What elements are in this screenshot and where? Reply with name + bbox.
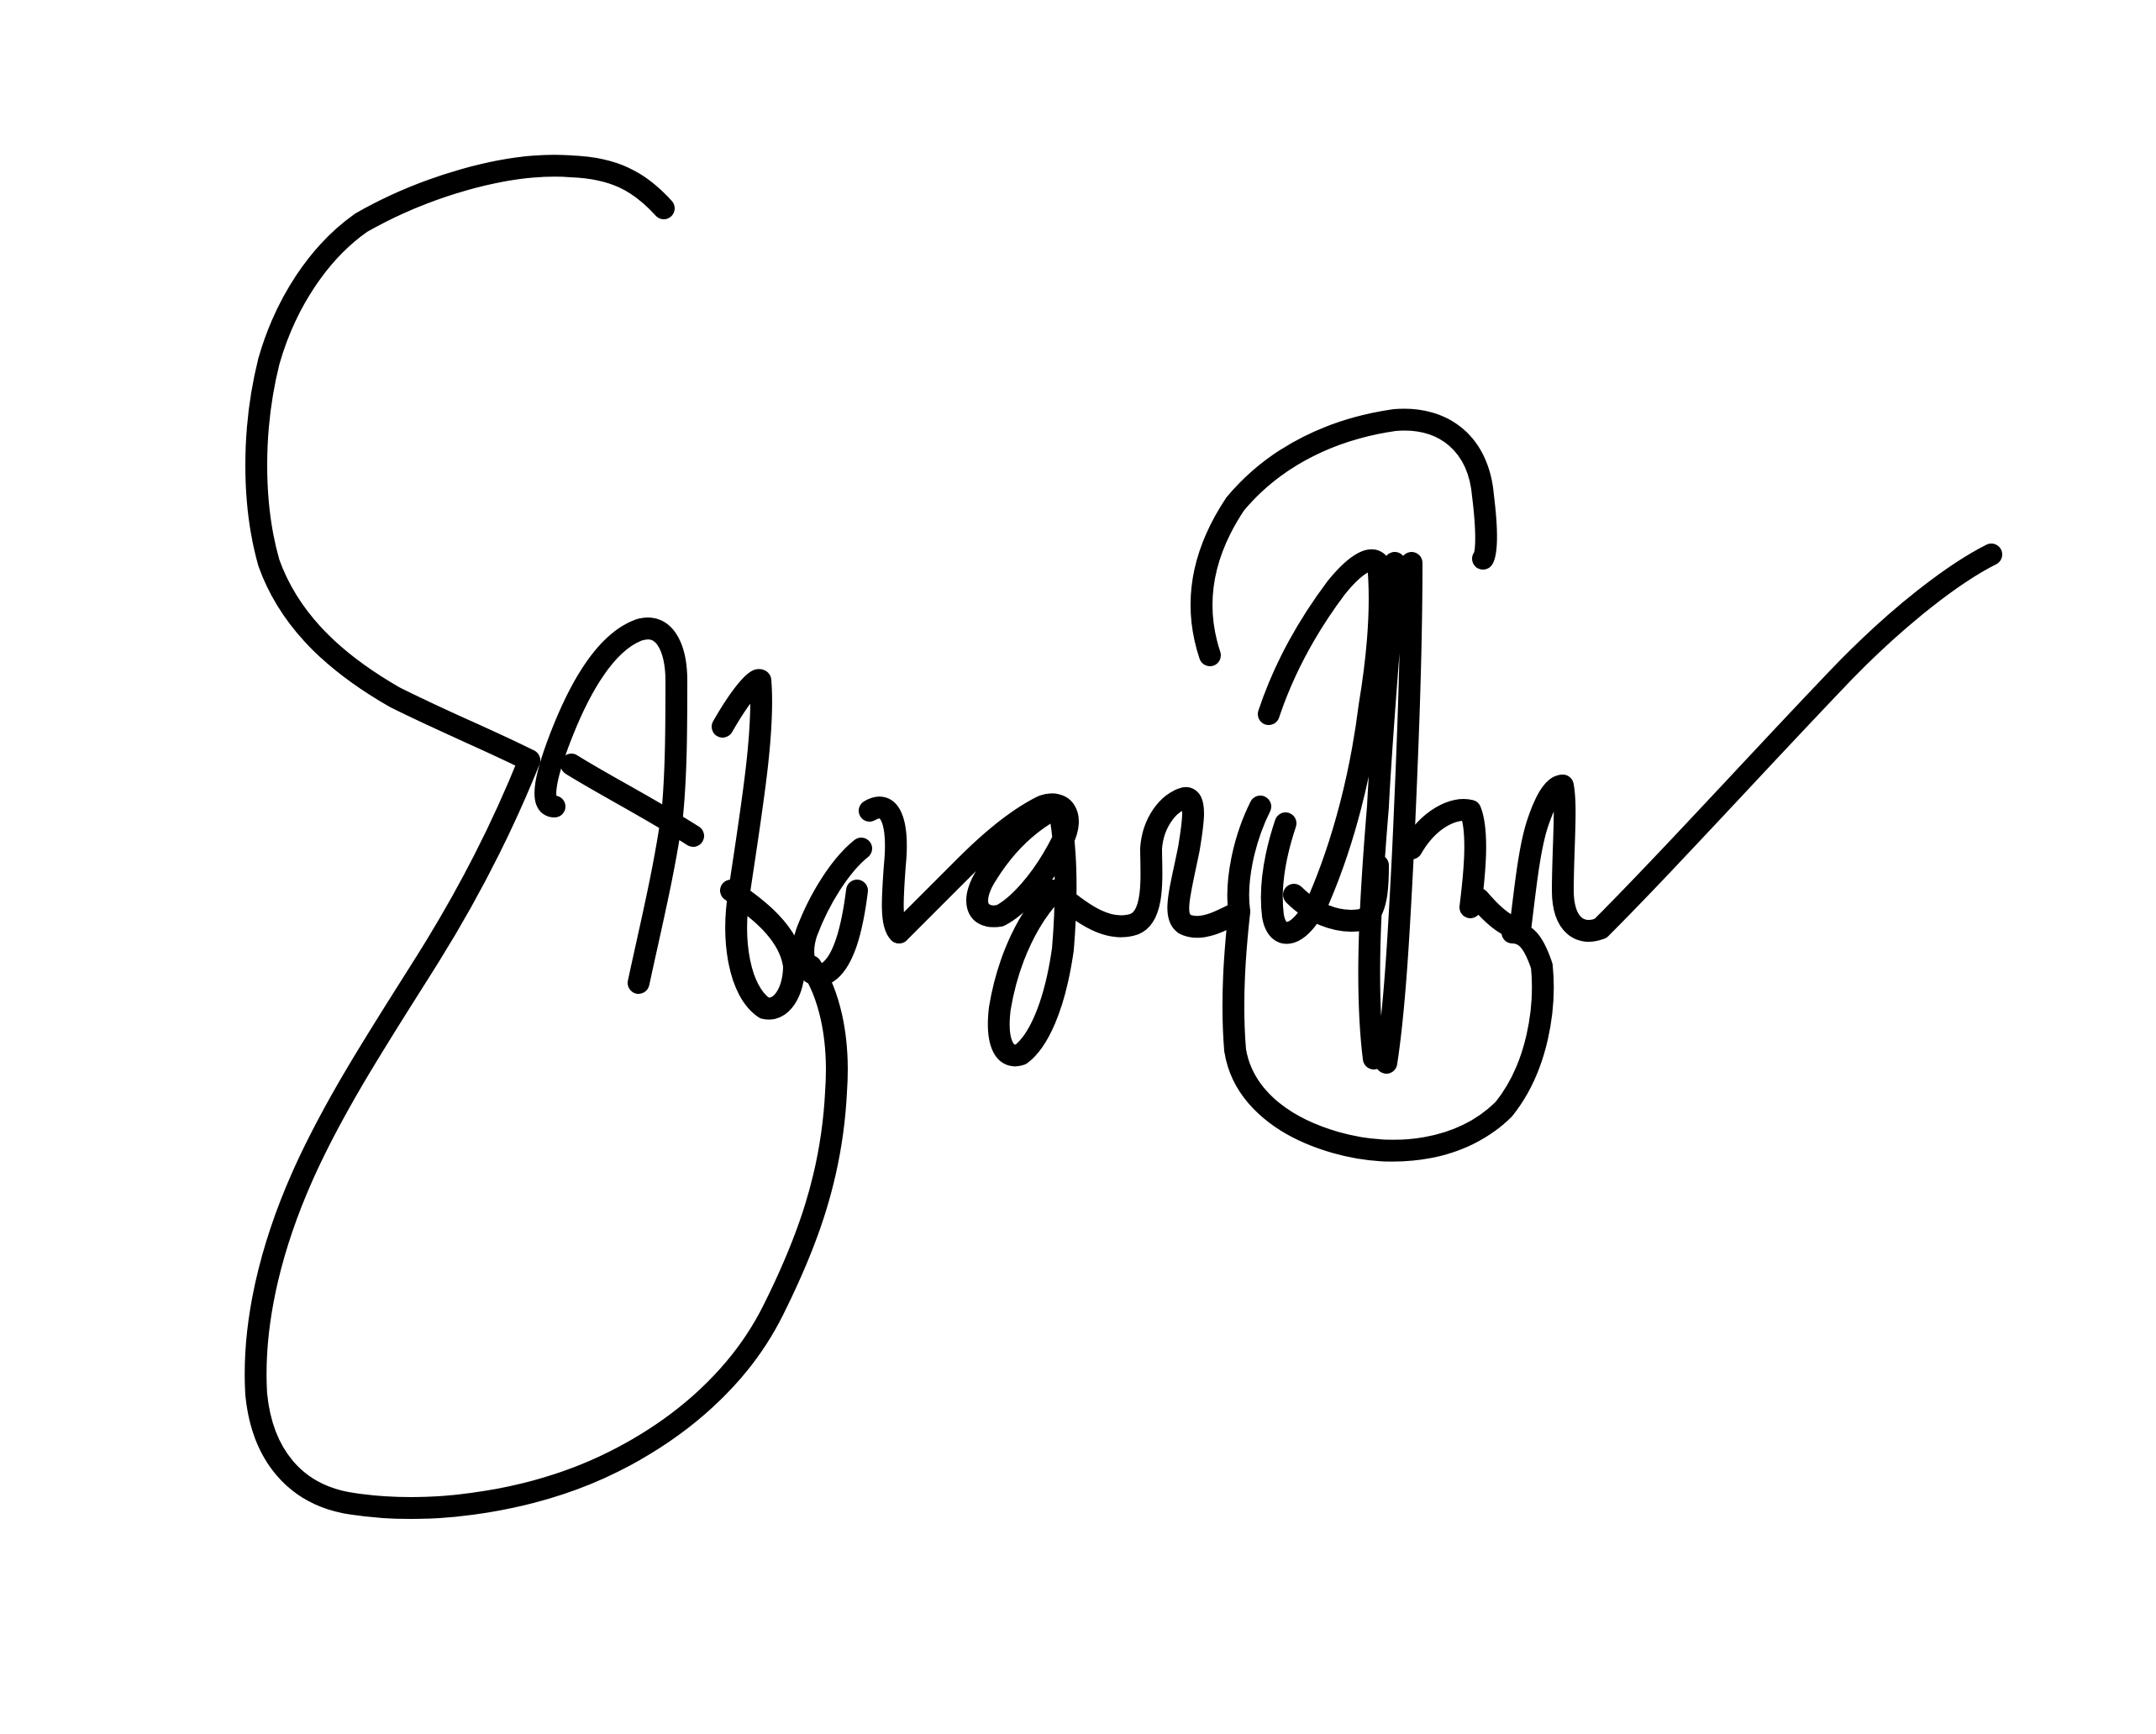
signature-stroke-g	[899, 804, 1068, 1055]
signature-stroke-a	[803, 807, 899, 975]
signature-stroke-h-hump	[723, 680, 794, 1008]
signature-stroke-f	[1238, 560, 1412, 1063]
signature-stroke-tail	[1601, 554, 1991, 928]
signature-stroke-ue	[1054, 798, 1239, 927]
